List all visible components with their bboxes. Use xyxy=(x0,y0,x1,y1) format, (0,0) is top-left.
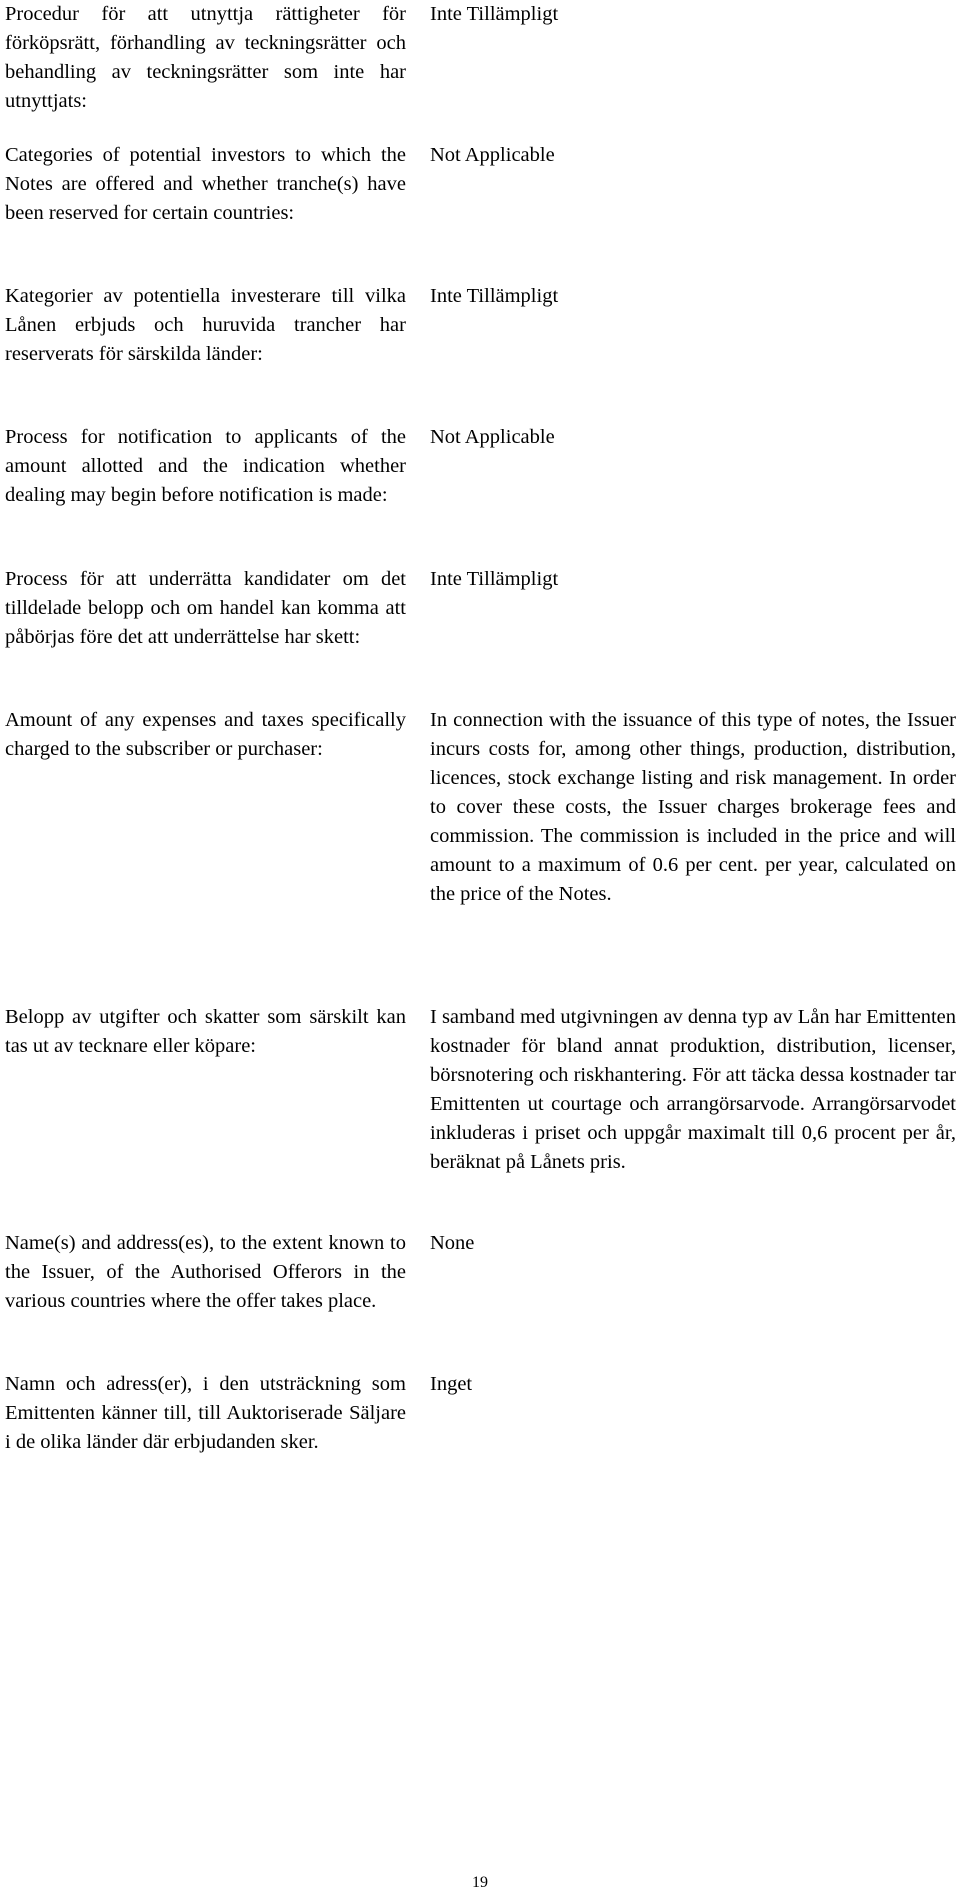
term-label: Namn och adress(er), i den utsträckning som Emittenten känner till, till Auktoriserade Säljare i de olika länder där erbjudanden sker. xyxy=(5,1373,406,1453)
term-value: Inget xyxy=(430,1373,473,1395)
term-label: Name(s) and address(es), to the extent known to the Issuer, of the Authorised Offerors in the various countries where the offer takes place. xyxy=(5,1232,406,1312)
term-label: Amount of any expenses and taxes specifically charged to the subscriber or purchaser: xyxy=(5,709,406,760)
term-label: Procedur för att utnyttja rättigheter för förköpsrätt, förhandling av teckningsrätter och behandling av teckningsrätter som inte har utnyttjats: xyxy=(5,3,406,112)
term-value: None xyxy=(430,1232,475,1254)
term-label: Kategorier av potentiella investerare till vilka Lånen erbjuds och huruvida trancher har reserverats för särskilda länder: xyxy=(5,285,406,365)
term-value: Inte Tillämpligt xyxy=(430,285,559,307)
term-value: In connection with the issuance of this type of notes, the Issuer incurs costs for, among other things, production, distribution, licences, stock exchange listing and risk management. In order to cover these costs, the Issuer charges brokerage fees and commission. The commission is included in the price and will amount to a maximum of 0.6 per cent. per year, calculated on the price of the Notes. xyxy=(430,709,956,905)
page-number: 19 xyxy=(472,1874,488,1891)
term-label: Process för att underrätta kandidater om det tilldelade belopp och om handel kan komma att påbörjas före det att underrättelse har skett: xyxy=(5,568,406,648)
term-label: Categories of potential investors to which the Notes are offered and whether tranche(s) have been reserved for certain countries: xyxy=(5,144,406,224)
term-value: Not Applicable xyxy=(430,144,555,166)
term-value: Not Applicable xyxy=(430,426,555,448)
term-label: Belopp av utgifter och skatter som särskilt kan tas ut av tecknare eller köpare: xyxy=(5,1006,406,1057)
term-value: Inte Tillämpligt xyxy=(430,568,559,590)
term-value: Inte Tillämpligt xyxy=(430,3,559,25)
term-label: Process for notification to applicants of the amount allotted and the indication whether dealing may begin before notification is made: xyxy=(5,426,406,506)
term-value: I samband med utgivningen av denna typ av Lån har Emittenten kostnader för bland annat produktion, distribution, licenser, börsnotering och riskhantering. För att täcka dessa kostnader tar Emittenten ut courtage och arrangörsarvode. Arrangörsarvodet inkluderas i priset och uppgår maximalt till 0,6 procent per år, beräknat på Lånets pris. xyxy=(430,1006,957,1173)
